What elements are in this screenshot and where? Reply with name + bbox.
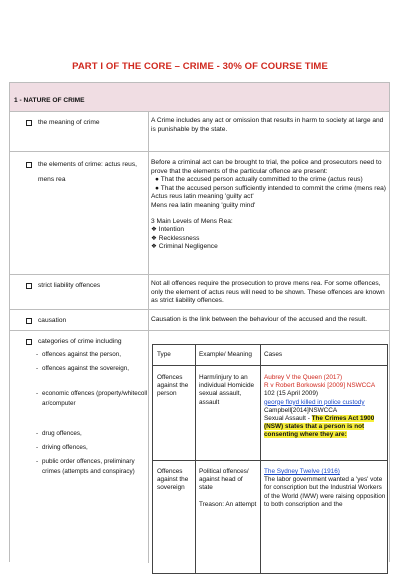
- bullet-text: Intention: [158, 226, 185, 234]
- section-header: 1 - NATURE OF CRIME: [10, 83, 389, 112]
- bullet-item: ❖ Intention: [151, 226, 185, 234]
- cases-cell: [264, 374, 386, 440]
- row-divider: [10, 309, 389, 310]
- checkbox-causation[interactable]: [26, 318, 32, 324]
- example-cell: [199, 468, 257, 509]
- content-line: Before a criminal act can be brought to trial, the police and prosecutors need to prove that the elements of the particular offence are present:: [151, 159, 382, 175]
- sub-item: - drug offences,: [36, 430, 82, 437]
- content-line: Mens rea latin meaning 'guilty mind': [151, 201, 256, 209]
- case-citation: Campbell[2014]NSWCCA: [264, 406, 338, 414]
- checkbox-categories[interactable]: [26, 339, 32, 345]
- sub-item-text: driving offences,: [42, 444, 88, 451]
- row-content: Causation is the link between the behaviour of the accused and the result.: [151, 316, 367, 323]
- sub-item: - offences against the person,: [36, 351, 122, 358]
- case-citation: 102 (15 April 2009): [264, 390, 319, 398]
- row-label: causation: [38, 317, 67, 324]
- bullet-text: Criminal Negligence: [158, 243, 218, 251]
- bullet-text: Recklessness: [158, 234, 200, 242]
- row-label: the meaning of crime: [38, 119, 100, 126]
- highlighted-text: The Crimes Act 1900 (NSW) states that a person is not consenting where they are:: [264, 415, 375, 439]
- row-label: strict liability offences: [38, 282, 101, 289]
- content-line: 3 Main Levels of Mens Rea:: [151, 217, 233, 225]
- crime-categories-table: [152, 344, 388, 574]
- cases-cell: [264, 468, 386, 509]
- header-cases: Cases: [264, 351, 283, 358]
- header-type: Type: [157, 351, 171, 358]
- sub-item-text: public order offences, preliminary crimes (attempts and conspiracy): [42, 458, 135, 476]
- row-content: [151, 159, 387, 252]
- case-citation: Aubrey V the Queen (2017): [264, 374, 343, 381]
- sub-item: - public order offences, preliminary crimes (attempts and conspiracy): [36, 458, 135, 476]
- bullet-item: ❖ Recklessness: [151, 234, 200, 242]
- case-link[interactable]: george floyd killed in police custody: [264, 398, 365, 406]
- sub-item-text: offences against the person,: [42, 351, 122, 358]
- inner-row-divider: [153, 365, 387, 366]
- sub-item: - driving offences,: [36, 444, 88, 451]
- sub-item-text: offences against the sovereign,: [42, 365, 130, 372]
- example-text: Treason: An attempt: [199, 500, 257, 508]
- content-line: Actus reus latin meaning 'guilty act': [151, 193, 254, 201]
- row-divider: [10, 274, 389, 275]
- sub-item: - economic offences (property/whitecollar/computer: [36, 390, 148, 408]
- page-title: PART I OF THE CORE – CRIME - 30% OF COURSE TIME: [72, 61, 328, 72]
- sub-item: - offences against the sovereign,: [36, 365, 130, 372]
- course-table: [9, 82, 390, 562]
- row-divider: [10, 330, 389, 331]
- sub-item-text: economic offences (property/whitecollar/computer: [42, 390, 148, 408]
- example-text: Political offences/ against head of state: [199, 468, 249, 492]
- case-prefix: Sexual Assault -: [264, 415, 312, 423]
- sub-item-text: drug offences,: [42, 430, 82, 437]
- bullet-text: That the accused person actually committed to the crime (actus reus): [160, 176, 363, 184]
- type-cell: Offences against the person: [157, 374, 189, 398]
- header-example: Example/ Meaning: [199, 351, 252, 358]
- checkbox-meaning-of-crime[interactable]: [26, 120, 32, 126]
- bullet-item: ● That the accused person actually committed to the crime (actus reus): [155, 176, 363, 184]
- row-label: mens rea: [38, 176, 66, 183]
- case-link[interactable]: The Sydney Twelve (1916): [264, 468, 340, 475]
- column-divider: [148, 111, 149, 563]
- case-text: The labor government wanted a 'yes' vote for conscription but the Industrial Workers of the World (IWW) were raising opposition to both conscription and the: [264, 476, 386, 508]
- example-cell: Harm/injury to an individual Homicide sexual assault, assault: [199, 374, 255, 406]
- row-label: categories of crime including: [38, 338, 122, 345]
- bullet-text: That the accused person sufficiently intended to commit the crime (mens rea): [160, 184, 386, 192]
- case-citation: R v Robert Borkowski [2009] NSWCCA: [264, 382, 376, 390]
- checkbox-elements-of-crime[interactable]: [26, 162, 32, 168]
- type-cell: Offences against the sovereign: [157, 468, 189, 492]
- bullet-item: ❖ Criminal Negligence: [151, 243, 218, 251]
- row-content: Not all offences require the prosecution to prove mens rea. For some offences, only the element of actus reus will need to be shown. These offences are known as strict liability offences.: [151, 280, 385, 305]
- row-divider: [10, 151, 389, 152]
- checkbox-strict-liability[interactable]: [26, 283, 32, 289]
- row-content: A Crime includes any act or omission that results in harm to society at large and is punishable by the state.: [151, 117, 384, 133]
- row-label: the elements of crime: actus reus,: [38, 161, 137, 168]
- bullet-item: ● That the accused person sufficiently intended to commit the crime (mens rea): [155, 184, 386, 192]
- inner-row-divider: [153, 460, 387, 461]
- case-highlight: [264, 415, 386, 440]
